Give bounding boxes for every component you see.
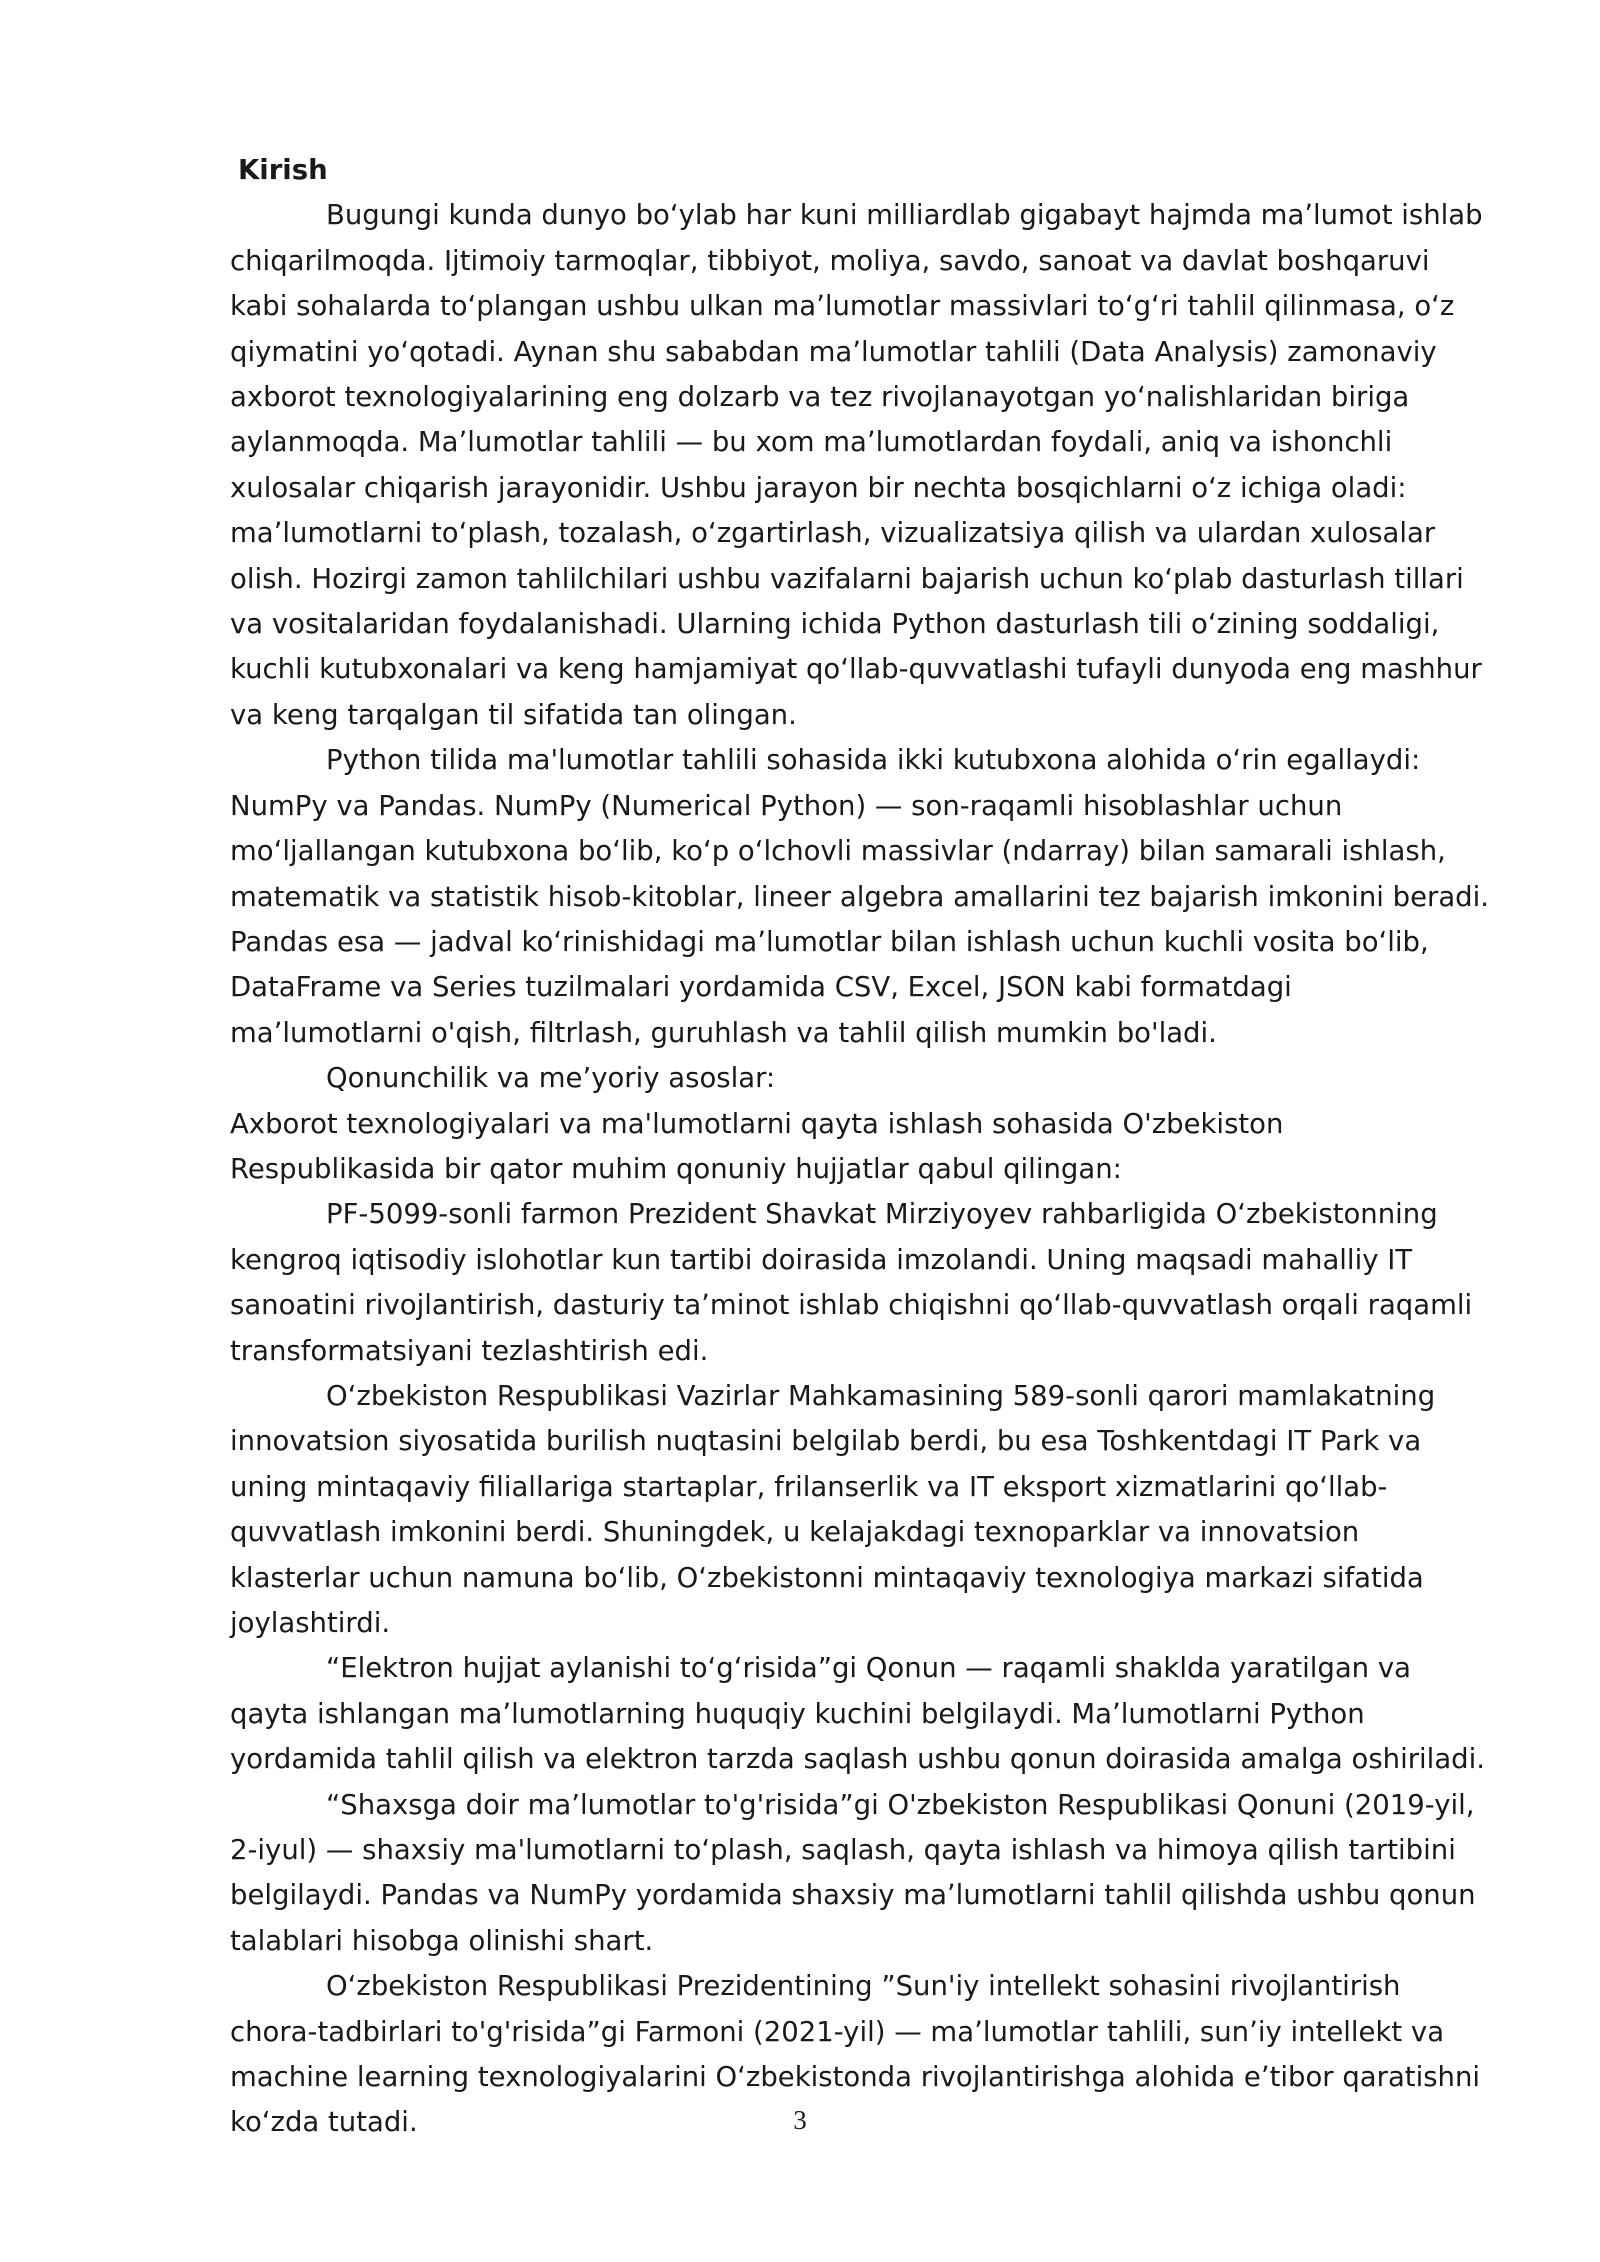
section-heading: Kirish	[238, 154, 328, 186]
paragraph-personal-data-law: “Shaxsga doir ma’lumotlar to'g'risida”gi O'zbekiston Respublikasi Qonuni (2019-yil, 2-iyul) — shaxsiy ma'lumotlarni toʻplash, saqlash, qayta ishlash va himoya qilish tartibini belgilaydi. Pandas va NumPy yordamida shaxsiy maʼlumotlarni tahlil qilishda ushbu qonun talablari hisobga olinishi shart.	[230, 1788, 1476, 1957]
paragraph-ai-decree: Oʻzbekiston Respublikasi Prezidentining ”Sun'iy intellekt sohasini rivojlantirish chora-tadbirlari to'g'risida”gi Farmoni (2021-yil) — maʼlumotlar tahlili, sunʼiy intellekt va machine learning texnologiyalarini Oʻzbekistonda rivojlantirishga alohida eʼtibor qaratishni koʻzda tutadi.	[230, 1970, 1481, 2139]
document-page	[230, 148, 1490, 2146]
paragraph-electronic-documents-law: “Elektron hujjat aylanishi toʻgʻrisida”gi Qonun — raqamli shaklda yaratilgan va qayta ishlangan maʼlumotlarning huquqiy kuchini belgilaydi. Maʼlumotlarni Python yordamida tahlil qilish va elektron tarzda saqlash ushbu qonun doirasida amalga oshiriladi.	[230, 1652, 1486, 1776]
paragraph-legal-intro: Axborot texnologiyalari va ma'lumotlarni qayta ishlash sohasida O'zbekiston Respublikasida bir qator muhim qonuniy hujjatlar qabul qilingan:	[230, 1107, 1284, 1185]
paragraph-legal-heading: Qonunchilik va me’yoriy asoslar:	[326, 1062, 776, 1095]
paragraph-pf-5099: PF-5099-sonli farmon Prezident Shavkat Mirziyoyev rahbarligida Oʻzbekistonning kengroq iqtisodiy islohotlar kun tartibi doirasida imzolandi. Uning maqsadi mahalliy IT sanoatini rivojlantirish, dasturiy taʼminot ishlab chiqishni qoʻllab-quvvatlash orqali raqamli transformatsiyani tezlashtirish edi.	[230, 1198, 1473, 1367]
paragraph-numpy-pandas: Python tilida ma'lumotlar tahlili sohasida ikki kutubxona alohida oʻrin egallaydi: NumPy va Pandas. NumPy (Numerical Python) — son-raqamli hisoblashlar uchun moʻljallangan kutubxona boʻlib, koʻp oʻlchovli massivlar (ndarray) bilan samarali ishlash, matematik va statistik hisob-kitoblar, lineer algebra amallarini tez bajarish imkonini beradi. Pandas esa — jadval koʻrinishidagi maʼlumotlar bilan ishlash uchun kuchli vosita boʻlib, DataFrame va Series tuzilmalari yordamida CSV, Excel, JSON kabi formatdagi maʼlumotlarni o'qish, filtrlash, guruhlash va tahlil qilish mumkin bo'ladi.	[230, 744, 1490, 1049]
paragraph-resolution-589: Oʻzbekiston Respublikasi Vazirlar Mahkamasining 589-sonli qarori mamlakatning innovatsion siyosatida burilish nuqtasini belgilab berdi, bu esa Toshkentdagi IT Park va uning mintaqaviy filiallariga startaplar, frilanserlik va IT eksport xizmatlarini qoʻllab-quvvatlash imkonini berdi. Shuningdek, u kelajakdagi texnoparklar va innovatsion klasterlar uchun namuna boʻlib, Oʻzbekistonni mintaqaviy texnologiya markazi sifatida joylashtirdi.	[230, 1379, 1436, 1639]
page-number: 3	[793, 2105, 807, 2135]
paragraph-intro: Bugungi kunda dunyo boʻylab har kuni milliardlab gigabayt hajmda maʼlumot ishlab chiqarilmoqda. Ijtimoiy tarmoqlar, tibbiyot, moliya, savdo, sanoat va davlat boshqaruvi kabi sohalarda toʻplangan ushbu ulkan maʼlumotlar massivlari toʻgʻri tahlil qilinmasa, oʻz qiymatini yoʻqotadi. Aynan shu sababdan maʼlumotlar tahlili (Data Analysis) zamonaviy axborot texnologiyalarining eng dolzarb va tez rivojlanayotgan yoʻnalishlaridan biriga aylanmoqda. Maʼlumotlar tahlili — bu xom maʼlumotlardan foydali, aniq va ishonchli xulosalar chiqarish jarayonidir. Ushbu jarayon bir nechta bosqichlarni oʻz ichiga oladi: maʼlumotlarni toʻplash, tozalash, oʻzgartirlash, vizualizatsiya qilish va ulardan xulosalar olish. Hozirgi zamon tahlilchilari ushbu vazifalarni bajarish uchun koʻplab dasturlash tillari va vositalaridan foydalanishadi. Ularning ichida Python dasturlash tili oʻzining soddaligi, kuchli kutubxonalari va keng hamjamiyat qoʻllab-quvvatlashi tufayli dunyoda eng mashhur va keng tarqalgan til sifatida tan olingan.	[230, 199, 1483, 731]
